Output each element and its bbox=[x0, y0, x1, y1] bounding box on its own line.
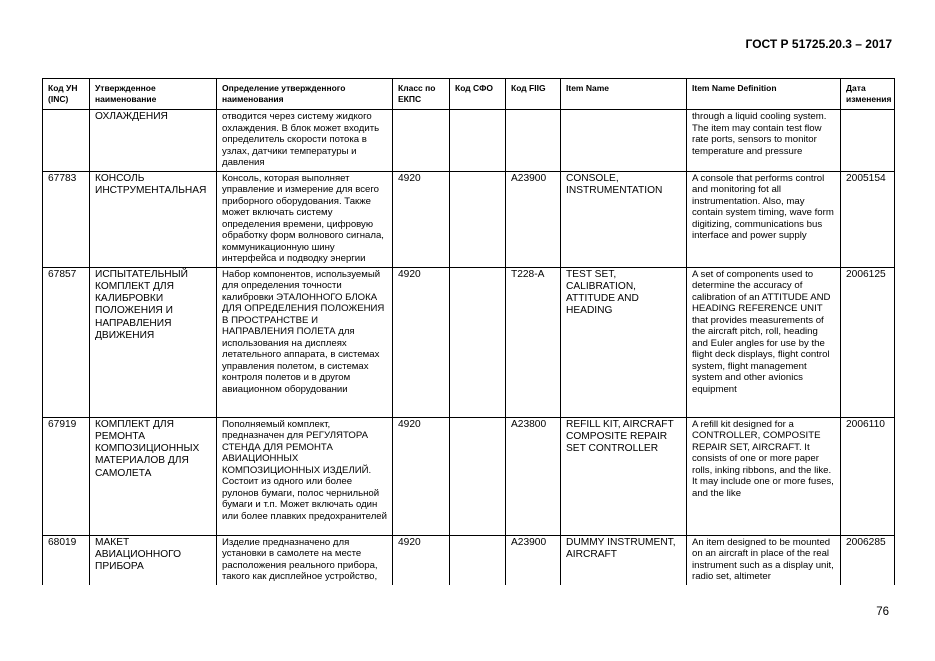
cell-item-name: DUMMY INSTRUMENT, AIRCRAFT bbox=[561, 535, 687, 585]
cell-code: 67857 bbox=[43, 267, 90, 417]
cell-date: 2006125 bbox=[841, 267, 895, 417]
cell-code: 67919 bbox=[43, 417, 90, 535]
column-header-item-name-definition: Item Name Definition bbox=[687, 79, 841, 110]
cell-sfo bbox=[450, 535, 506, 585]
cell-name: ОХЛАЖДЕНИЯ bbox=[90, 110, 217, 172]
cell-sfo bbox=[450, 267, 506, 417]
cell-fiig bbox=[506, 110, 561, 172]
cell-item-name: CONSOLE, INSTRUMENTATION bbox=[561, 171, 687, 267]
cell-class: 4920 bbox=[393, 417, 450, 535]
cell-name: КОНСОЛЬ ИНСТРУМЕНТАЛЬНАЯ bbox=[90, 171, 217, 267]
cell-date: 2006110 bbox=[841, 417, 895, 535]
cell-item-name: TEST SET, CALIBRATION, ATTITUDE AND HEADING bbox=[561, 267, 687, 417]
cell-item-name bbox=[561, 110, 687, 172]
table-row bbox=[43, 417, 895, 535]
cell-definition: отводится через систему жидкого охлаждения. В блок может входить определитель скорости потока в узлах, датчики температуры и давления bbox=[217, 110, 393, 172]
cell-fiig: A23900 bbox=[506, 171, 561, 267]
cell-code: 68019 bbox=[43, 535, 90, 585]
cell-definition: Набор компонентов, используемый для определения точности калибровки ЭТАЛОННОГО БЛОКА ДЛЯ ОПРЕДЕЛЕНИЯ ПОЛОЖЕНИЯ В ПРОСТРАНСТВЕ И НАПРАВЛЕНИЯ ПОЛЕТА для использования на дисплеях летательного аппарата, в системах управления полетом, в системах контроля полетов и в другом авиационном оборудовании bbox=[217, 267, 393, 417]
cell-item-definition: through a liquid cooling system. The item may contain test flow rate ports, sensors to monitor temperature and pressure bbox=[687, 110, 841, 172]
cell-code: 67783 bbox=[43, 171, 90, 267]
column-header-approved-definition: Определение утвержденного наименования bbox=[217, 79, 393, 110]
column-header-code-fiig: Код FIIG bbox=[506, 79, 561, 110]
cell-date: 2006285 bbox=[841, 535, 895, 585]
cell-definition: Изделие предназначено для установки в самолете на месте расположения реального прибора, такого как дисплейное устройство, bbox=[217, 535, 393, 585]
cell-fiig: A23800 bbox=[506, 417, 561, 535]
cell-name: ИСПЫТАТЕЛЬНЫЙ КОМПЛЕКТ ДЛЯ КАЛИБРОВКИ ПОЛОЖЕНИЯ И НАПРАВЛЕНИЯ ДВИЖЕНИЯ bbox=[90, 267, 217, 417]
column-header-change-date: Дата изменения bbox=[841, 79, 895, 110]
cell-item-definition: A console that performs control and monitoring fot all instrumentation. Also, may contain system timing, wave form digitizing, communications bus interface and power supply bbox=[687, 171, 841, 267]
cell-sfo bbox=[450, 417, 506, 535]
table-row bbox=[43, 267, 895, 417]
cell-class bbox=[393, 110, 450, 172]
item-name-table bbox=[42, 78, 895, 585]
page-number: 76 bbox=[876, 606, 889, 618]
table-row bbox=[43, 171, 895, 267]
cell-date: 2005154 bbox=[841, 171, 895, 267]
column-header-class-ekps: Класс по ЕКПС bbox=[393, 79, 450, 110]
column-header-approved-name: Утвержденное наименование bbox=[90, 79, 217, 110]
cell-item-definition: An item designed to be mounted on an aircraft in place of the real instrument such as a display unit, radio set, altimeter bbox=[687, 535, 841, 585]
column-header-item-name: Item Name bbox=[561, 79, 687, 110]
column-header-code-sfo: Код СФО bbox=[450, 79, 506, 110]
cell-name: КОМПЛЕКТ ДЛЯ РЕМОНТА КОМПОЗИЦИОННЫХ МАТЕРИАЛОВ ДЛЯ САМОЛЕТА bbox=[90, 417, 217, 535]
table-row bbox=[43, 535, 895, 585]
table-row bbox=[43, 110, 895, 172]
table-header-row bbox=[43, 79, 895, 110]
cell-item-name: REFILL KIT, AIRCRAFT COMPOSITE REPAIR SET CONTROLLER bbox=[561, 417, 687, 535]
document-header: ГОСТ Р 51725.20.3 – 2017 bbox=[745, 37, 892, 51]
cell-date bbox=[841, 110, 895, 172]
column-header-code-un: Код УН (INC) bbox=[43, 79, 90, 110]
cell-sfo bbox=[450, 171, 506, 267]
cell-sfo bbox=[450, 110, 506, 172]
cell-class: 4920 bbox=[393, 267, 450, 417]
cell-definition: Пополняемый комплект, предназначен для РЕГУЛЯТОРА СТЕНДА ДЛЯ РЕМОНТА АВИАЦИОННЫХ КОМПОЗИЦИОННЫХ ИЗДЕЛИЙ. Состоит из одного или более рулонов бумаги, полос чернильной бумаги и т.п. Может включать один или более плавких предохранителей bbox=[217, 417, 393, 535]
cell-name: МАКЕТ АВИАЦИОННОГО ПРИБОРА bbox=[90, 535, 217, 585]
cell-fiig: T228-A bbox=[506, 267, 561, 417]
cell-code bbox=[43, 110, 90, 172]
cell-definition: Консоль, которая выполняет управление и измерение для всего приборного оборудования. Также может включать систему определения времени, цифровую обработку форм волнового сигнала, коммуникационную шину интерфейса и подводку энергии bbox=[217, 171, 393, 267]
cell-class: 4920 bbox=[393, 535, 450, 585]
cell-item-definition: A refill kit designed for a CONTROLLER, COMPOSITE REPAIR SET, AIRCRAFT. It consists of one or more paper rolls, inking ribbons, and the like. It may include one or more fuses, and the like bbox=[687, 417, 841, 535]
cell-item-definition: A set of components used to determine the accuracy of calibration of an ATTITUDE AND HEADING REFERENCE UNIT that provides measurements of the aircraft pitch, roll, heading and Euler angles for use by the flight deck displays, flight control system, flight management system and other avionics equipment bbox=[687, 267, 841, 417]
cell-fiig: A23900 bbox=[506, 535, 561, 585]
cell-class: 4920 bbox=[393, 171, 450, 267]
